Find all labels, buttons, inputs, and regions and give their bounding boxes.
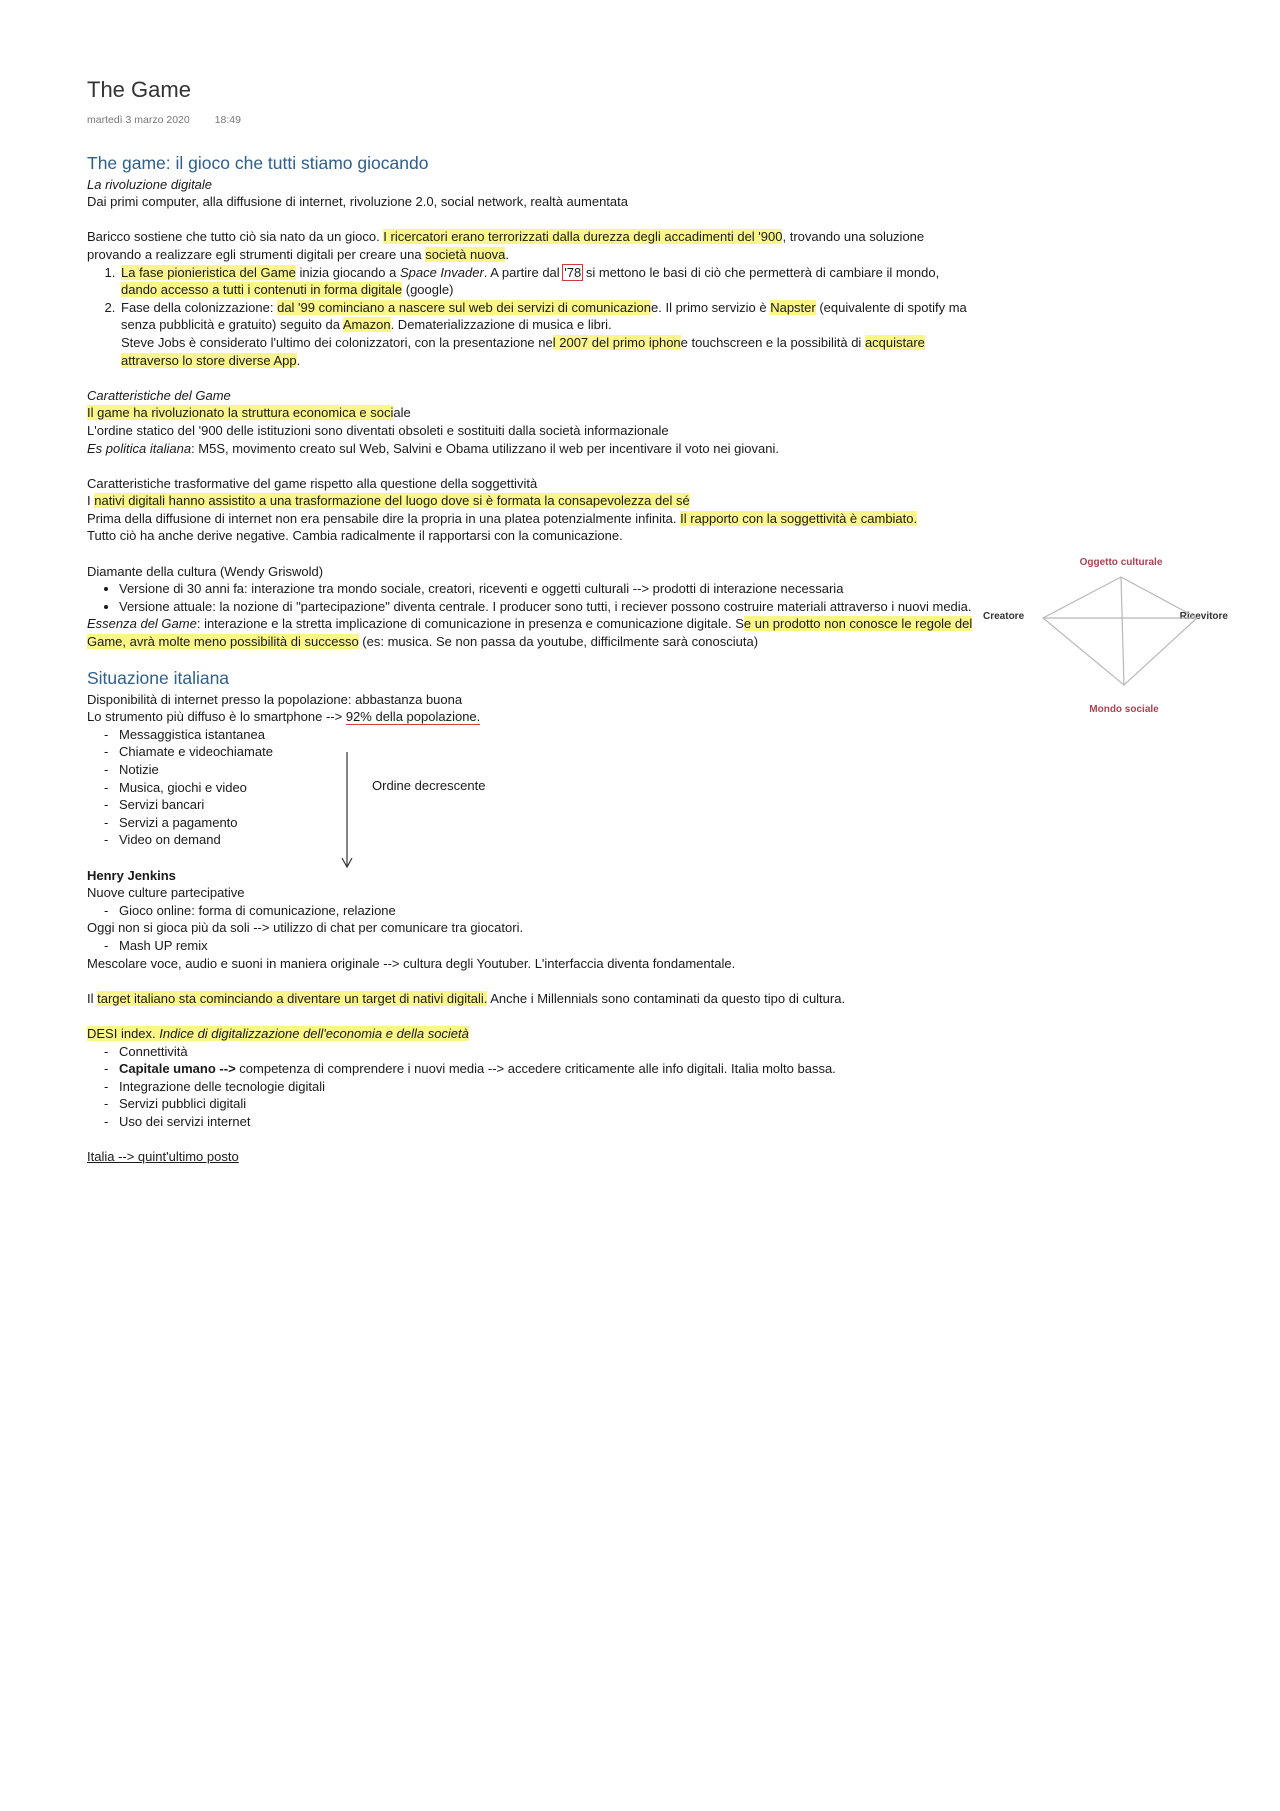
diamond-shape — [1043, 577, 1197, 685]
subjectivity-line: Prima della diffusione di internet non era pensabile dire la propria in una platea potenzialmente infinita. Il rapporto con la soggettività è cambiato. — [87, 510, 918, 526]
jenkins-line: Oggi non si gioca più da soli --> utilizzo di chat per comunicare tra giocatori. — [87, 920, 524, 936]
smartphone-uses-list — [87, 726, 977, 849]
game-phases-list — [87, 264, 977, 370]
down-arrow-icon — [340, 752, 354, 870]
list-item: - Servizi a pagamento — [87, 814, 977, 832]
list-item: - Notizie — [87, 761, 977, 779]
subjectivity-line: I nativi digitali hanno assistito a una trasformazione del luogo dove si è formata la consapevolezza del sé — [87, 493, 690, 509]
list-item: - Musica, giochi e video — [87, 779, 977, 797]
diamond-label-bottom: Mondo sociale — [1089, 704, 1159, 715]
page-date: martedì 3 marzo 2020 — [87, 114, 190, 126]
list-item: • Versione attuale: la nozione di "partecipazione" diventa centrale. I producer sono tutti, i reciever possono costruire materiali attraverso i nuovi media. — [119, 598, 977, 616]
target-line: Il target italiano sta cominciando a diventare un target di nativi digitali. Anche i Millennials sono contaminati da questo tipo di cultura. — [87, 990, 846, 1006]
italy-ranking: Italia --> quint'ultimo posto — [87, 1149, 239, 1165]
list-item: - Connettività — [87, 1043, 977, 1061]
subheading-revolution: La rivoluzione digitale — [87, 176, 213, 192]
subjectivity-line: Tutto ciò ha anche derive negative. Cambia radicalmente il rapportarsi con la comunicazione. — [87, 528, 623, 544]
list-item: - Mash UP remix — [87, 937, 977, 955]
list-item: - Capitale umano --> competenza di comprendere i nuovi media --> accedere criticamente alle info digitali. Italia molto bassa. — [87, 1060, 977, 1078]
characteristics-line: Il game ha rivoluzionato la struttura economica e sociale — [87, 405, 411, 421]
page-time: 18:49 — [214, 114, 241, 126]
diamond-label-top: Oggetto culturale — [1079, 557, 1163, 568]
desi-heading: DESI index. Indice di digitalizzazione dell'economia e della società — [87, 1025, 469, 1041]
diamond-heading: Diamante della cultura (Wendy Griswold) — [87, 563, 324, 579]
list-item: 2. Fase della colonizzazione: dal '99 cominciano a nascere sul web dei servizi di comunicazione. Il primo servizio è Napster (equivalente di spotify ma senza pubblicità e gratuito) seguito da Amazon. Dematerializzazione di musica e libri. Steve Jobs è considerato l'ultimo dei colonizzatori, con la presentazione nel 2007 del primo iphone touchscreen e la possibilità di acquistare attraverso lo store diverse App. — [119, 299, 977, 369]
list-item: - Chiamate e videochiamate — [87, 743, 977, 761]
diamond-vertical-line — [1121, 577, 1124, 685]
list-item: - Servizi bancari — [87, 796, 977, 814]
diamond-bullets — [87, 580, 977, 615]
boxed-annotation: '78 — [564, 264, 582, 280]
italy-line: Disponibilità di internet presso la popolazione: abbastanza buona — [87, 691, 463, 707]
order-label: Ordine decrescente — [372, 778, 486, 793]
list-item: - Gioco online: forma di comunicazione, relazione — [87, 902, 977, 920]
characteristics-line: Es politica italiana: M5S, movimento creato sul Web, Salvini e Obama utilizzano il web per incentivare il voto nei giovani. — [87, 440, 779, 456]
jenkins-list-2 — [87, 937, 977, 955]
page-meta — [87, 112, 977, 130]
diamond-label-right: Ricevitore — [1179, 611, 1228, 622]
page-title: The Game — [87, 77, 191, 102]
list-item: - Messaggistica istantanea — [87, 726, 977, 744]
characteristics-line: L'ordine statico del '900 delle istituzioni sono diventati obsoleti e sostituiti dalla società informazionale — [87, 422, 669, 438]
intro-text: Dai primi computer, alla diffusione di internet, rivoluzione 2.0, social network, realtà aumentata — [87, 194, 628, 210]
jenkins-line: Mescolare voce, audio e suoni in maniera originale --> cultura degli Youtuber. L'interfaccia diventa fondamentale. — [87, 955, 736, 971]
section-heading-italy: Situazione italiana — [87, 667, 230, 688]
subjectivity-heading: Caratteristiche trasformative del game rispetto alla questione della soggettività — [87, 475, 538, 491]
section-heading-game: The game: il gioco che tutti stiamo giocando — [87, 152, 429, 173]
jenkins-list-1 — [87, 902, 977, 920]
baricco-paragraph: Baricco sostiene che tutto ciò sia nato da un gioco. I ricercatori erano terrorizzati dalla durezza degli accadimenti del '900, trovando una soluzione provando a realizzare egli strumenti digitali per creare una società nuova. — [87, 229, 925, 262]
diamond-label-left: Creatore — [983, 611, 1025, 622]
jenkins-line: Nuove culture partecipative — [87, 885, 245, 901]
jenkins-heading: Henry Jenkins — [87, 867, 176, 883]
list-item: 1. La fase pionieristica del Game inizia giocando a Space Invader. A partire dal '78 si mettono le basi di ciò che permetterà di cambiare il mondo, dando accesso a tutti i contenuti in forma digitale (google) — [119, 264, 977, 299]
desi-list — [87, 1043, 977, 1131]
list-item: - Integrazione delle tecnologie digitali — [87, 1078, 977, 1096]
culture-diamond-diagram — [983, 555, 1228, 715]
list-item: • Versione di 30 anni fa: interazione tra mondo sociale, creatori, riceventi e oggetti culturali --> prodotti di interazione necessaria — [119, 580, 977, 598]
list-item: - Video on demand — [87, 831, 977, 849]
list-item: - Servizi pubblici digitali — [87, 1095, 977, 1113]
list-item: - Uso dei servizi internet — [87, 1113, 977, 1131]
italy-line: Lo strumento più diffuso è lo smartphone --> 92% della popolazione. — [87, 709, 481, 725]
characteristics-heading: Caratteristiche del Game — [87, 387, 231, 403]
essence-paragraph: Essenza del Game: interazione e la stretta implicazione di comunicazione in presenza e comunicazione digitale. Se un prodotto non conosce le regole del Game, avrà molte meno possibilità di successo (es: musica. Se non passa da youtube, difficilmente sarà conosciuta) — [87, 616, 973, 650]
note-page — [87, 76, 977, 1166]
